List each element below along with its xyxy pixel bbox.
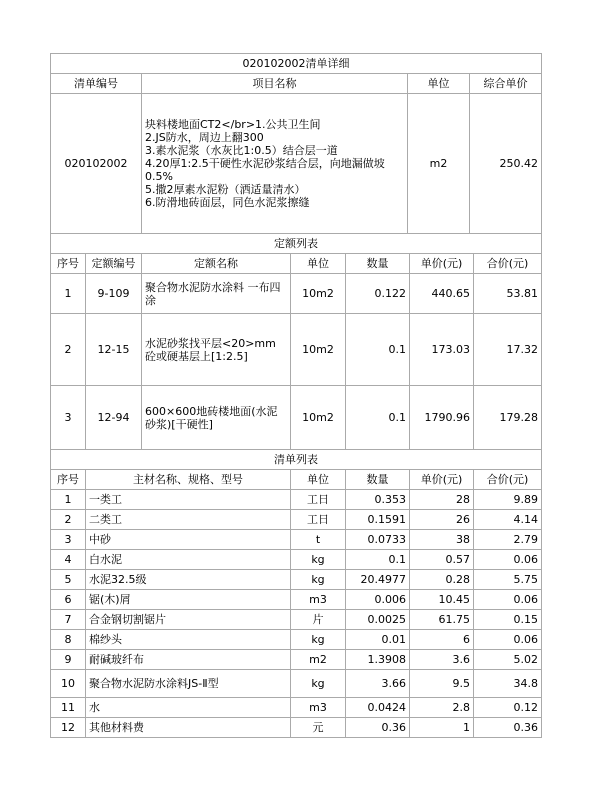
material-total: 5.02 [474,650,542,670]
description-line: 5.撒2厚素水泥粉（洒适量清水） [145,183,306,196]
material-no: 7 [51,610,86,630]
materials-section-title: 清单列表 [51,450,542,470]
material-qty: 0.0424 [346,698,410,718]
material-price: 0.28 [410,570,474,590]
material-name: 二类工 [86,510,291,530]
material-qty: 3.66 [346,670,410,698]
material-total: 34.8 [474,670,542,698]
material-name: 锯(木)屑 [86,590,291,610]
quota-header-code: 定额编号 [86,254,142,274]
material-price: 0.57 [410,550,474,570]
unit-header: 单位 [408,74,470,94]
material-qty: 0.353 [346,490,410,510]
description-line: 2.JS防水，周边上翻300 [145,131,264,144]
material-total: 2.79 [474,530,542,550]
table-row [51,590,542,610]
quota-name: 水泥砂浆找平层<20>mm 砼或硬基层上[1:2.5] [142,314,291,386]
material-unit: 元 [291,718,346,738]
quota-header-price: 单价(元) [410,254,474,274]
material-total: 0.06 [474,550,542,570]
table-row [51,610,542,630]
table-row [51,274,542,314]
quota-price: 1790.96 [410,386,474,450]
materials-header-name: 主材名称、规格、型号 [86,470,291,490]
material-name: 水 [86,698,291,718]
material-name: 其他材料费 [86,718,291,738]
quota-header-name: 定额名称 [142,254,291,274]
material-total: 0.06 [474,590,542,610]
quota-no: 2 [51,314,86,386]
material-name: 聚合物水泥防水涂料JS-Ⅱ型 [86,670,291,698]
quota-section-title: 定额列表 [51,234,542,254]
page-title: 020102002清单详细 [51,54,542,74]
material-unit: m3 [291,698,346,718]
item-unit: m2 [408,94,470,234]
description-line: 3.素水泥浆（水灰比1:0.5）结合层一道 [145,144,338,157]
code-header: 清单编号 [51,74,142,94]
material-price: 9.5 [410,670,474,698]
material-name: 中砂 [86,530,291,550]
quota-total: 17.32 [474,314,542,386]
quota-qty: 0.122 [346,274,410,314]
material-unit: kg [291,670,346,698]
quota-header-qty: 数量 [346,254,410,274]
materials-table [50,449,542,738]
material-total: 0.06 [474,630,542,650]
name-header: 项目名称 [142,74,408,94]
material-unit: t [291,530,346,550]
material-no: 12 [51,718,86,738]
quota-header-unit: 单位 [291,254,346,274]
quota-name: 600×600地砖楼地面(水泥砂浆)[干硬性] [142,386,291,450]
material-name: 一类工 [86,490,291,510]
material-total: 4.14 [474,510,542,530]
materials-header-qty: 数量 [346,470,410,490]
material-total: 0.15 [474,610,542,630]
material-no: 5 [51,570,86,590]
quota-qty: 0.1 [346,314,410,386]
material-price: 3.6 [410,650,474,670]
material-price: 38 [410,530,474,550]
material-name: 水泥32.5级 [86,570,291,590]
table-row [51,386,542,450]
material-price: 28 [410,490,474,510]
material-total: 0.36 [474,718,542,738]
material-qty: 0.0733 [346,530,410,550]
material-total: 0.12 [474,698,542,718]
material-total: 5.75 [474,570,542,590]
material-qty: 20.4977 [346,570,410,590]
item-description [142,94,408,234]
quota-table [50,233,542,450]
material-no: 9 [51,650,86,670]
material-total: 9.89 [474,490,542,510]
quota-unit: 10m2 [291,314,346,386]
item-price: 250.42 [470,94,542,234]
material-name: 棉纱头 [86,630,291,650]
quota-code: 12-94 [86,386,142,450]
material-unit: kg [291,570,346,590]
material-unit: kg [291,630,346,650]
table-row [51,698,542,718]
material-price: 26 [410,510,474,530]
material-no: 6 [51,590,86,610]
material-qty: 1.3908 [346,650,410,670]
quota-unit: 10m2 [291,386,346,450]
material-qty: 0.1591 [346,510,410,530]
quota-header-total: 合价(元) [474,254,542,274]
material-unit: 工日 [291,510,346,530]
material-no: 10 [51,670,86,698]
material-price: 10.45 [410,590,474,610]
material-no: 4 [51,550,86,570]
table-row [51,510,542,530]
material-unit: 片 [291,610,346,630]
table-row [51,670,542,698]
quota-header-no: 序号 [51,254,86,274]
material-no: 1 [51,490,86,510]
material-unit: kg [291,550,346,570]
quota-code: 9-109 [86,274,142,314]
item-code: 020102002 [51,94,142,234]
price-header: 综合单价 [470,74,542,94]
material-unit: m3 [291,590,346,610]
material-name: 合金钢切割锯片 [86,610,291,630]
description-line: 6.防滑地砖面层，同色水泥浆擦缝 [145,196,310,209]
table-row [51,550,542,570]
materials-header-total: 合价(元) [474,470,542,490]
materials-header-unit: 单位 [291,470,346,490]
table-row [51,490,542,510]
table-row [51,570,542,590]
bill-item-table [50,53,542,234]
quota-code: 12-15 [86,314,142,386]
material-qty: 0.36 [346,718,410,738]
quota-price: 440.65 [410,274,474,314]
material-no: 2 [51,510,86,530]
material-name: 白水泥 [86,550,291,570]
table-row [51,718,542,738]
quota-price: 173.03 [410,314,474,386]
quota-no: 3 [51,386,86,450]
table-row [51,530,542,550]
description-line: 4.20厚1:2.5干硬性水泥砂浆结合层，向地漏做坡0.5% [145,157,385,183]
material-no: 11 [51,698,86,718]
materials-header-no: 序号 [51,470,86,490]
material-unit: m2 [291,650,346,670]
quota-unit: 10m2 [291,274,346,314]
table-row [51,650,542,670]
material-qty: 0.01 [346,630,410,650]
quota-no: 1 [51,274,86,314]
table-row [51,630,542,650]
material-qty: 0.1 [346,550,410,570]
material-qty: 0.0025 [346,610,410,630]
material-name: 耐碱玻纤布 [86,650,291,670]
quota-total: 179.28 [474,386,542,450]
quota-total: 53.81 [474,274,542,314]
material-no: 8 [51,630,86,650]
quota-name: 聚合物水泥防水涂料 一布四涂 [142,274,291,314]
table-row [51,314,542,386]
materials-header-price: 单价(元) [410,470,474,490]
material-unit: 工日 [291,490,346,510]
material-price: 2.8 [410,698,474,718]
material-price: 1 [410,718,474,738]
material-no: 3 [51,530,86,550]
material-price: 6 [410,630,474,650]
material-price: 61.75 [410,610,474,630]
material-qty: 0.006 [346,590,410,610]
description-line: 块料楼地面CT2</br>1.公共卫生间 [145,118,321,131]
quota-qty: 0.1 [346,386,410,450]
